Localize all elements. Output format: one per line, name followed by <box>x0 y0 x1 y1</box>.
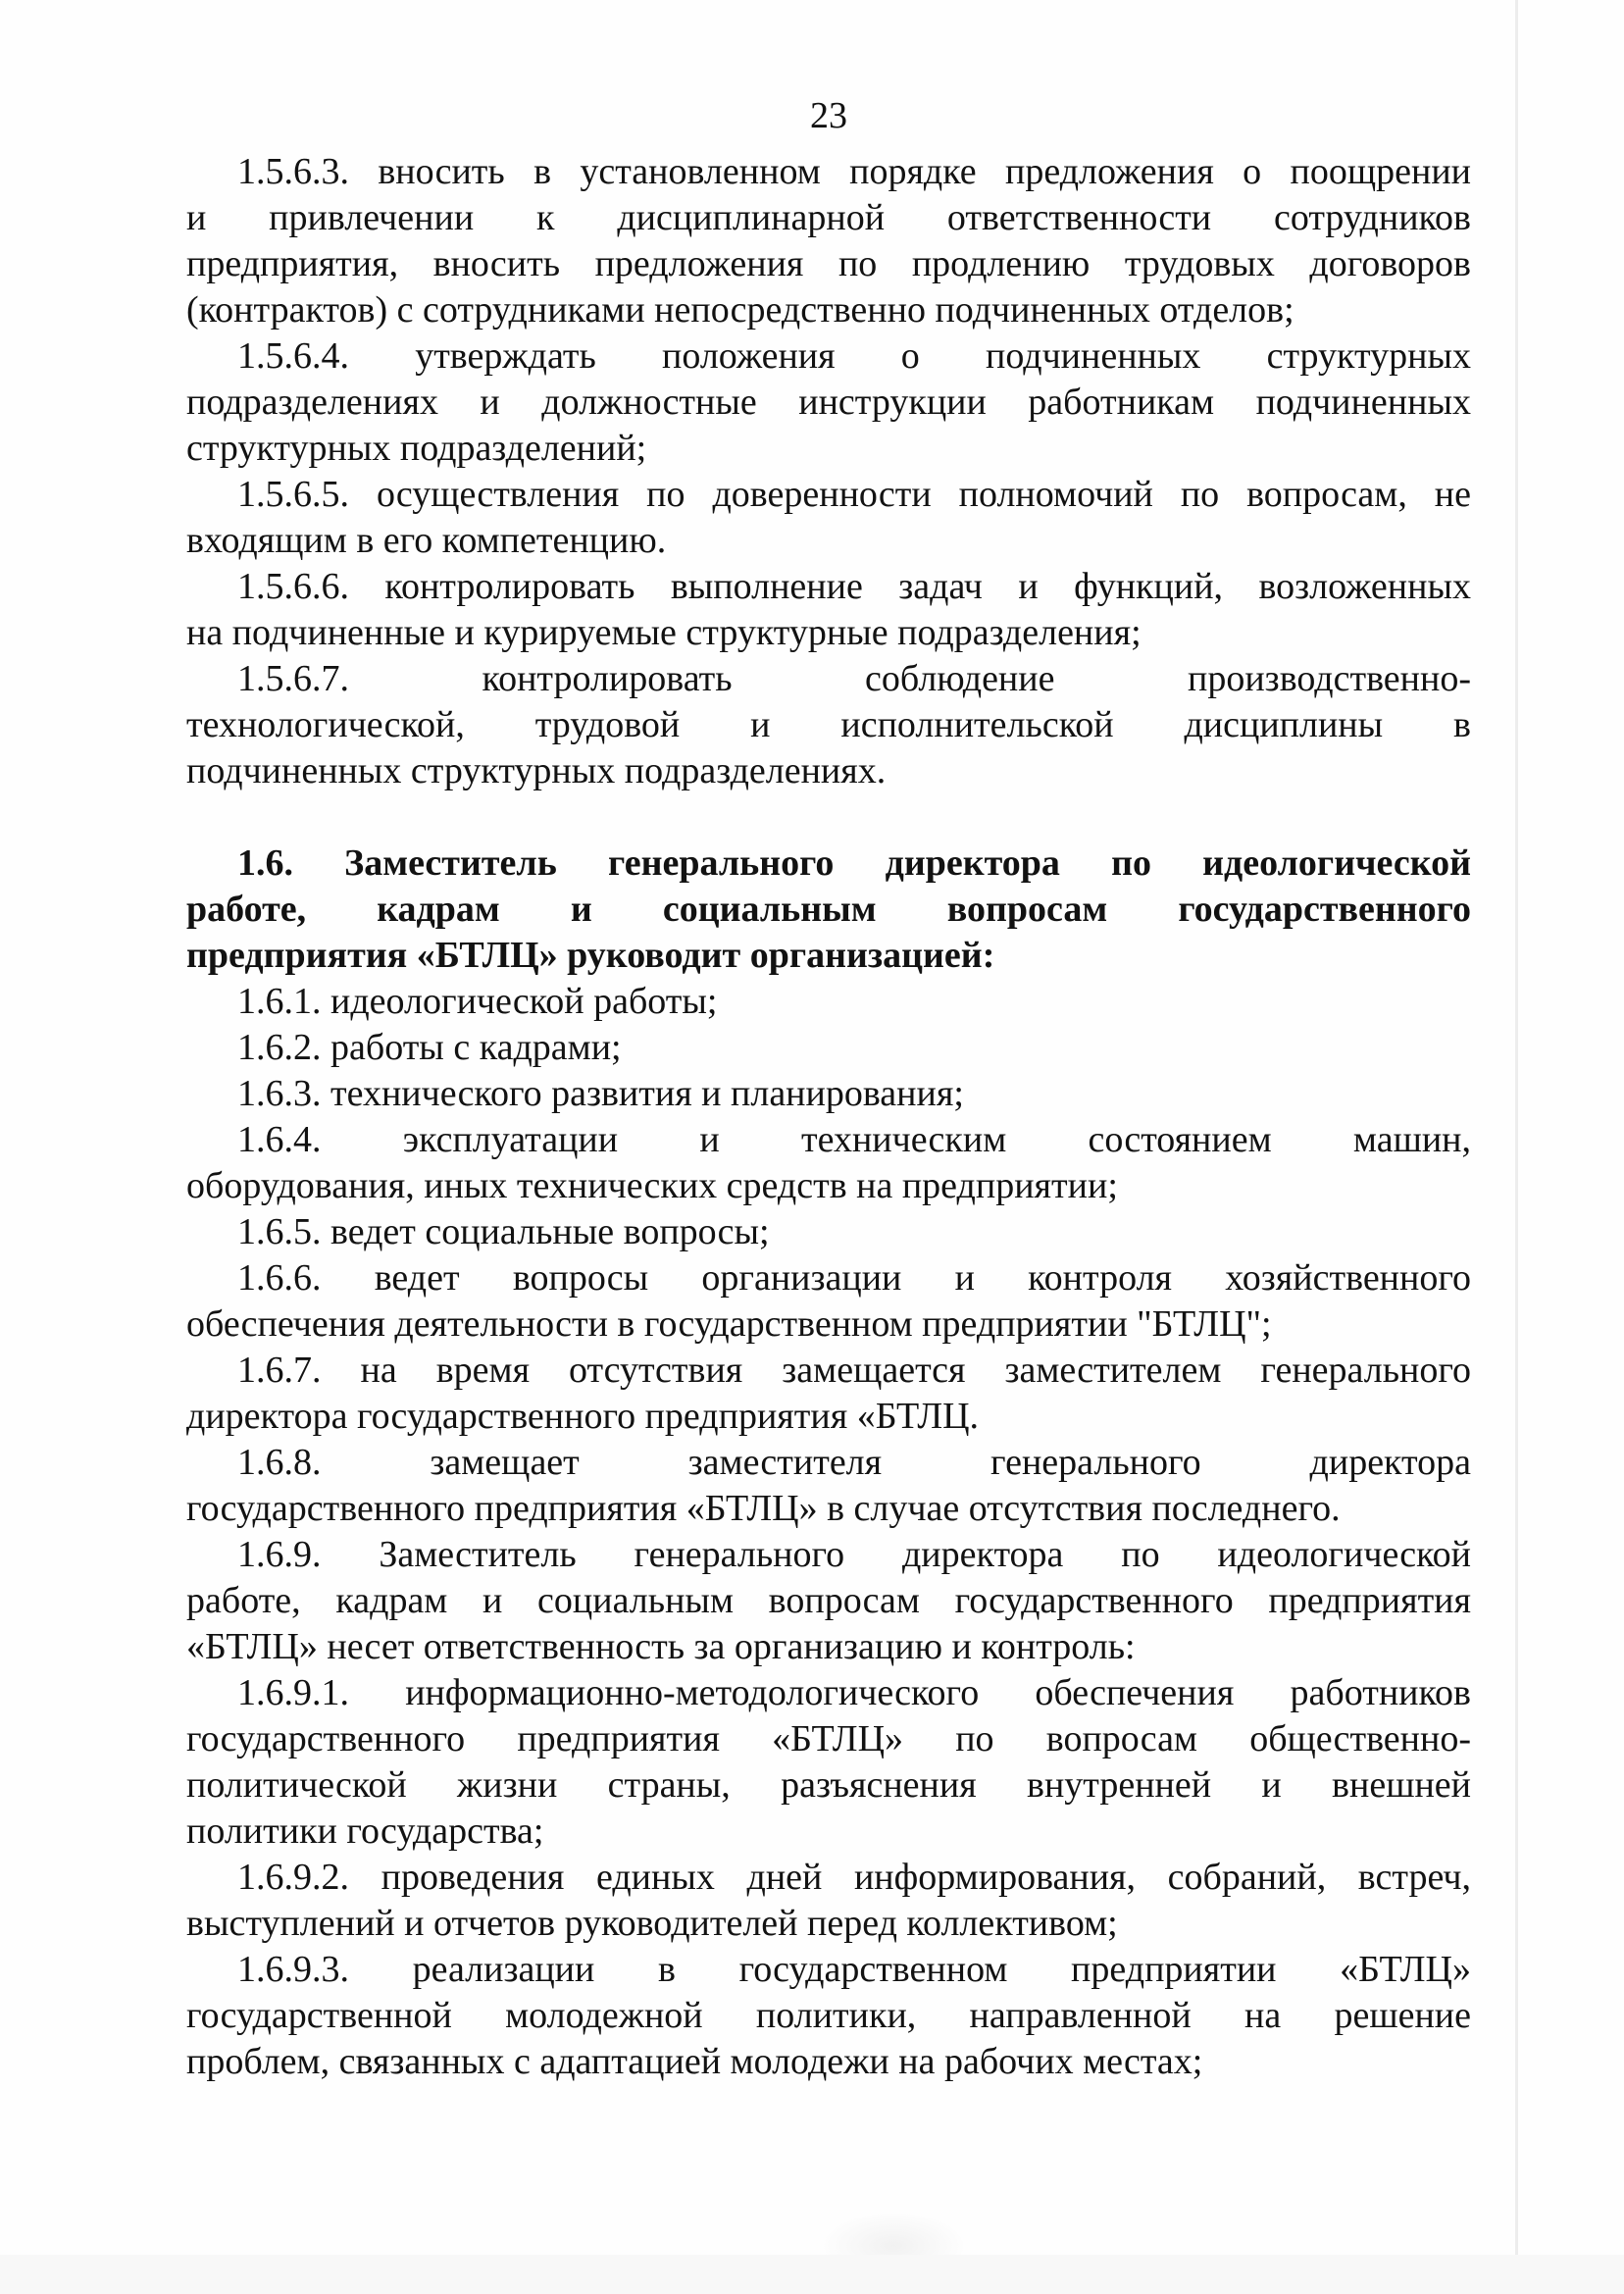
text-line: политики государства; <box>186 1810 544 1852</box>
page-number: 23 <box>810 95 847 136</box>
paragraph-1.5.6.7 <box>186 656 1471 794</box>
text-line: 1.6.1. идеологической работы; <box>237 981 718 1022</box>
text-line: 1.5.6.7. контролировать соблюдение производственно- <box>237 658 1471 699</box>
text-line: структурных подразделений; <box>186 428 647 469</box>
text-line: 1.6.7. на время отсутствия замещается заместителем генерального <box>237 1350 1471 1391</box>
text-line: технологической, трудовой и исполнительской дисциплины в <box>186 704 1471 745</box>
text-line: государственного предприятия «БТЛЦ» в случае отсутствия последнего. <box>186 1488 1341 1529</box>
text-line: предприятия, вносить предложения по продлению трудовых договоров <box>186 243 1471 284</box>
text-line: работе, кадрам и социальным вопросам государственного предприятия <box>186 1580 1471 1621</box>
scan-bottom-artifact <box>0 2255 1624 2294</box>
text-line: 1.6.6. ведет вопросы организации и контроля хозяйственного <box>237 1257 1471 1299</box>
paragraph-1.6.6 <box>186 1255 1471 1348</box>
paragraph-1.6 <box>186 841 1471 979</box>
text-line: и привлечении к дисциплинарной ответственности сотрудников <box>186 197 1471 238</box>
paragraph-1.5.6.6 <box>186 564 1471 656</box>
text-line: обеспечения деятельности в государственном предприятии "БТЛЦ"; <box>186 1303 1272 1345</box>
text-line: директора государственного предприятия «БТЛЦ. <box>186 1396 980 1437</box>
text-line: 1.6.9.2. проведения единых дней информирования, собраний, встреч, <box>237 1857 1471 1898</box>
text-line: 1.6.9.3. реализации в государственном предприятии «БТЛЦ» <box>237 1949 1471 1990</box>
text-line: оборудования, иных технических средств на предприятии; <box>186 1165 1118 1206</box>
paragraph-1.6.3 <box>186 1071 1471 1117</box>
text-line: 1.5.6.4. утверждать положения о подчиненных структурных <box>237 335 1471 377</box>
paragraphs-container <box>186 149 1471 2085</box>
paragraph-1.6.9.1 <box>186 1670 1471 1855</box>
text-line: 1.6.4. эксплуатации и техническим состоянием машин, <box>237 1119 1471 1160</box>
paragraph-1.5.6.5 <box>186 472 1471 564</box>
scan-edge-artifact <box>1515 0 1518 2294</box>
text-line: 1.6.9. Заместитель генерального директора по идеологической <box>237 1534 1471 1575</box>
text-line: проблем, связанных с адаптацией молодежи на рабочих местах; <box>186 2041 1203 2082</box>
text-line: предприятия «БТЛЦ» руководит организацией: <box>186 935 995 976</box>
paragraph-1.5.6.3 <box>186 149 1471 333</box>
text-line: 1.5.6.5. осуществления по доверенности полномочий по вопросам, не <box>237 474 1471 515</box>
paragraph-1.6.9.2 <box>186 1855 1471 1947</box>
text-line: подчиненных структурных подразделениях. <box>186 750 887 791</box>
text-line: государственного предприятия «БТЛЦ» по вопросам общественно- <box>186 1718 1471 1759</box>
paragraph-1.6.7 <box>186 1348 1471 1440</box>
paragraph-1.6.5 <box>186 1209 1471 1255</box>
text-line: на подчиненные и курируемые структурные подразделения; <box>186 612 1142 653</box>
text-block <box>186 93 1471 2085</box>
text-line: «БТЛЦ» несет ответственность за организацию и контроль: <box>186 1626 1136 1667</box>
text-line: 1.6.8. замещает заместителя генерального директора <box>237 1442 1471 1483</box>
text-line: выступлений и отчетов руководителей перед коллективом; <box>186 1903 1118 1944</box>
text-line: 1.6.9.1. информационно-методологического обеспечения работников <box>237 1672 1471 1713</box>
text-line: 1.5.6.3. вносить в установленном порядке предложения о поощрении <box>237 151 1471 192</box>
paragraph-1.6.2 <box>186 1025 1471 1071</box>
text-line: подразделениях и должностные инструкции работникам подчиненных <box>186 382 1471 423</box>
paragraph-1.6.9 <box>186 1532 1471 1670</box>
text-line: государственной молодежной политики, направленной на решение <box>186 1995 1471 2036</box>
text-line: 1.5.6.6. контролировать выполнение задач и функций, возложенных <box>237 566 1471 607</box>
text-line: 1.6.3. технического развития и планирования; <box>237 1073 964 1114</box>
paragraph-1.6.1 <box>186 979 1471 1025</box>
text-line: 1.6. Заместитель генерального директора по идеологической <box>237 842 1471 884</box>
paragraph-1.6.8 <box>186 1440 1471 1532</box>
text-line: (контрактов) с сотрудниками непосредственно подчиненных отделов; <box>186 289 1294 331</box>
text-line: работе, кадрам и социальным вопросам государственного <box>186 889 1471 930</box>
text-line: 1.6.2. работы с кадрами; <box>237 1027 622 1068</box>
text-line: политической жизни страны, разъяснения внутренней и внешней <box>186 1764 1471 1806</box>
paragraph-1.5.6.4 <box>186 333 1471 472</box>
text-line: 1.6.5. ведет социальные вопросы; <box>237 1211 770 1252</box>
paragraph-1.6.9.3 <box>186 1947 1471 2085</box>
paragraph-1.6.4 <box>186 1117 1471 1209</box>
text-line: входящим в его компетенцию. <box>186 520 667 561</box>
